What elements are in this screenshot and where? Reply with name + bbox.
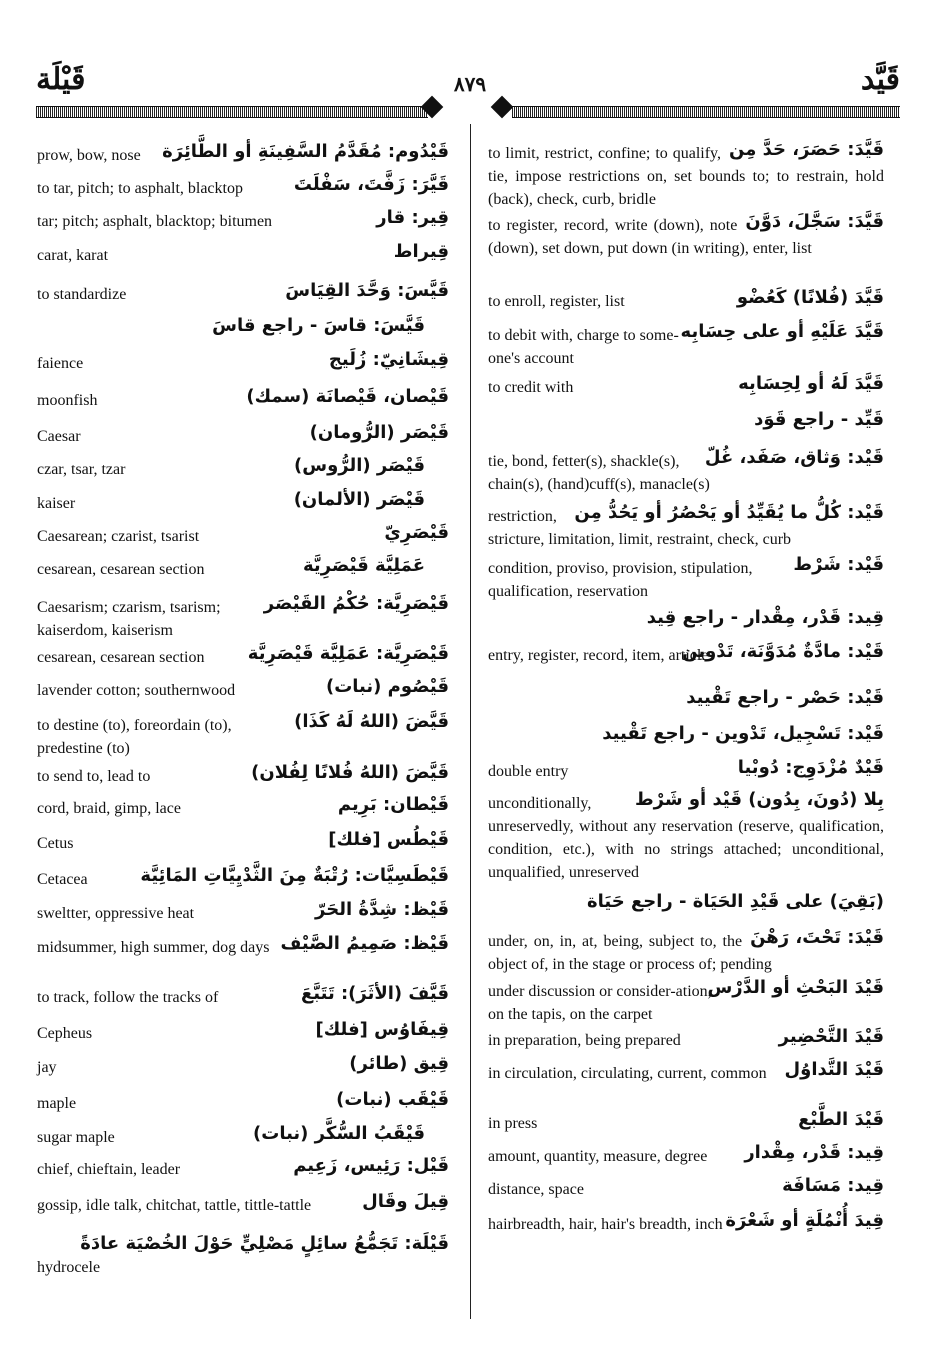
entry-arabic: قَيْد: وَثاق، صَفَد، غُلّ: [704, 447, 884, 468]
entry-english: midsummer, high summer, dog days: [37, 939, 270, 956]
guide-word-left: قَيْلَة: [36, 62, 86, 97]
entry: [488, 1142, 884, 1168]
entry: [37, 1191, 449, 1217]
entry-arabic: قَيْصُوم (نبات): [325, 676, 449, 697]
entry-arabic: قَيِّد - راجع قَوَد: [754, 409, 884, 430]
entry-arabic: قِيد: مَسَافَة: [782, 1175, 884, 1196]
entry-arabic: قِيلَ وقَال: [362, 1191, 449, 1212]
entry-english: lavender cotton; southernwood: [37, 682, 236, 699]
entry-english: unconditionally, unreservedly, without any reservation (reserve, qualification, condition, etc.), with no strings attached; unconditional, unqualified, unreserved: [488, 795, 884, 881]
entry-arabic: عَمَلِيَّة قَيْصَرِيَّة: [303, 555, 425, 576]
entry: [488, 324, 693, 370]
header-rule-left: [36, 106, 428, 118]
entry-arabic: قَيْصَرِيّ: [384, 522, 449, 543]
entry: [37, 386, 449, 412]
entry-arabic: قَيْد: شَرْط: [793, 554, 884, 575]
entry-arabic: قَيْدَ التَّداوُل: [784, 1059, 884, 1080]
entry-english: double entry: [488, 763, 569, 780]
entry: [37, 714, 277, 760]
entry-arabic: قَيْطَسِيَّات: رُتْبَةٌ مِنَ الثَّدْيِيَّاتِ المَائِيَّة: [140, 865, 449, 886]
entry-english: cord, braid, gimp, lace: [37, 800, 181, 817]
entry-arabic: قِيد: قَدْر، مِقْدار: [744, 1142, 884, 1163]
entry: [37, 1155, 449, 1181]
entry: [488, 1062, 768, 1085]
entry: [37, 141, 449, 167]
entry-english: in circulation, circulating, current, common: [488, 1065, 767, 1082]
entry: [37, 349, 449, 375]
entry-arabic: قَيْصَر (الرُّوس): [294, 455, 425, 476]
entry-arabic: قَيْدُوم: مُقَدَّمُ السَّفِينَةِ أو الطَّائِرَة: [162, 141, 449, 162]
entry: [37, 241, 449, 267]
entry-english: sweltter, oppressive heat: [37, 905, 195, 922]
entry-english: to credit with: [488, 379, 574, 396]
entry: [37, 522, 449, 548]
entry: [488, 450, 723, 496]
entry-english: in press: [488, 1115, 538, 1132]
entry-english: hairbreadth, hair, hair's breadth, inch: [488, 1216, 723, 1233]
entry: [488, 139, 884, 211]
entry-english: to tar, pitch; to asphalt, blacktop: [37, 180, 243, 197]
entry: [488, 554, 884, 603]
entry-english: tie, bond, fetter(s), shackle(s), chain(s), (hand)cuff(s), manacle(s): [488, 453, 710, 493]
entry-english: to enroll, register, list: [488, 293, 625, 310]
entry-english: czar, tsar, tzar: [37, 461, 126, 478]
entry: [37, 422, 449, 448]
entry: [37, 899, 449, 925]
entry-arabic: قَيْصَر (الرُّومان): [309, 422, 449, 443]
entry-english: jay: [37, 1059, 57, 1076]
entry-arabic: قَيَّدَ: سَجَّلَ، دَوَّنَ: [745, 211, 884, 232]
entry-english: cesarean, cesarean section: [37, 561, 205, 578]
entry-english: restriction, stricture, limitation, limit, restraint, check, curb: [488, 508, 792, 548]
entry: [488, 1175, 884, 1201]
entry: [37, 280, 449, 306]
entry-english: to destine (to), foreordain (to), predestine (to): [37, 717, 232, 757]
entry-arabic: قَيْصَر (الألمان): [293, 489, 425, 510]
page-number: ٨٧٩: [453, 72, 487, 96]
entry-arabic: قَيَّفَ (الأثَرَ): تَتَبَّعَ: [300, 983, 449, 1004]
entry-arabic: قِيق (طائر): [349, 1053, 449, 1074]
entry-arabic: قَيَّضَ (اللهُ لَهُ كَذَا): [294, 711, 449, 732]
entry-arabic: قَيَّرَ: زَفَّتَ، سَفْلَتَ: [293, 174, 449, 195]
entry-english: hydrocele: [37, 1259, 101, 1276]
entry-arabic: قِيفَاوُس [فلك]: [315, 1019, 449, 1040]
entry: [37, 1123, 449, 1149]
entry-arabic: قِير: قار: [376, 207, 449, 228]
entry-arabic: قَيْد: حَصْر - راجع تَقْييد: [686, 687, 884, 708]
entry-english: to send to, lead to: [37, 768, 151, 785]
entry: [37, 794, 449, 820]
entry-english: Cetus: [37, 835, 74, 852]
entry-arabic: قَيْدَ البَحْثِ أو الدَّرْس: [707, 977, 884, 998]
entry: [488, 373, 884, 399]
entry-arabic: (بَقِيَ) على قَيْدِ الحَيَاة - راجع حَيَاة: [587, 891, 884, 912]
entry-english: condition, proviso, provision, stipulation, qualification, reservation: [488, 560, 753, 600]
entry: [488, 980, 723, 1026]
entry: [37, 489, 449, 515]
entry: [488, 1026, 884, 1052]
entry: [37, 829, 449, 855]
entry-arabic: قَيَّدَ (فُلانًا) كَعُضْو: [736, 287, 884, 308]
entry-arabic: قَيْظ: صَمِيمُ الصَّيْف: [280, 933, 449, 954]
entry: [488, 1213, 763, 1236]
entry-english: distance, space: [488, 1181, 584, 1198]
entry-english: Caesar: [37, 428, 81, 445]
entry: [37, 596, 257, 642]
entry-english: under discussion or consider-ation, on the tapis, on the carpet: [488, 983, 712, 1023]
entry: [37, 762, 449, 788]
entry-english: prow, bow, nose: [37, 147, 141, 164]
entry-arabic: قَيْد: تَسْجِيل، تَدْوين - راجع تَقْييد: [602, 723, 884, 744]
entry-english: to standardize: [37, 286, 127, 303]
entry: [37, 676, 449, 702]
entry: [37, 555, 449, 581]
entry: [37, 455, 449, 481]
entry-arabic: قَيْدَ الطَّبْع: [798, 1109, 884, 1130]
entry-arabic: قِيشَانِيّ: زُلَيج: [328, 349, 449, 370]
entry: [488, 1109, 884, 1135]
entry-arabic: قَيْد: كُلُّ ما يُقَيِّدُ أو يَحْصُرُ أو يَحُدُّ مِن: [574, 502, 884, 523]
entry-english: to track, follow the tracks of: [37, 989, 219, 1006]
entry: [37, 643, 449, 669]
entry-arabic: قَيْصَرِيَّة: حُكْمُ القَيْصَر: [263, 593, 449, 614]
entry-arabic: قَيَّسَ: وَحَّدَ القِيَاسَ: [285, 280, 449, 301]
entry-arabic: قَيْقَب (نبات): [336, 1089, 449, 1110]
entry: [488, 502, 884, 551]
entry: [37, 1053, 449, 1079]
entry-arabic: قَيْلَة: تَجَمُّعُ سائِلٍ مَصْلِيٍّ حَوْلَ الخُصْيَة عادَةً: [80, 1233, 449, 1254]
entry-arabic: قَيْقَبُ السُّكَّر (نبات): [253, 1123, 425, 1144]
entry: [488, 789, 884, 884]
entry-english: kaiser: [37, 495, 76, 512]
entry-arabic: قَيْل: رَئِيس، زَعِيم: [293, 1155, 449, 1176]
entry-english: maple: [37, 1095, 77, 1112]
entry-arabic: قَيْدَ: تَحْتَ، رَهْنَ: [750, 927, 884, 948]
guide-word-right: قَيَّد: [860, 62, 900, 97]
entry-english: Cetacea: [37, 871, 88, 888]
entry-english: carat, karat: [37, 247, 109, 264]
entry-english: sugar maple: [37, 1129, 115, 1146]
entry-english: tar; pitch; asphalt, blacktop; bitumen: [37, 213, 273, 230]
entry-arabic: قَيَّضَ (اللهُ فُلانًا لِفُلان): [251, 762, 449, 783]
diamond-ornament-right: [491, 96, 514, 119]
column-divider: [470, 124, 471, 1319]
entry-arabic: قَيْظ: شِدَّةُ الحَرّ: [315, 899, 449, 920]
entry: [37, 1019, 449, 1045]
entry: [37, 936, 307, 959]
entry-arabic: قِيدَ أُنْمُلَةٍ أو شَعْرَة: [725, 1210, 884, 1231]
entry-arabic: قِيد: قَدْر، مِقْدار - راجع قِيد: [646, 607, 884, 628]
entry-arabic: قَيْصَرِيَّة: عَمَلِيَّة قَيْصَرِيَّة: [247, 643, 449, 664]
entry: [37, 174, 449, 200]
entry-english: Caesarism; czarism, tsarism; kaiserdom, kaiserism: [37, 599, 221, 639]
entry-english: Cepheus: [37, 1025, 93, 1042]
entry: [37, 207, 449, 233]
entry-english: to debit with, charge to some-one's account: [488, 327, 679, 367]
entry: [37, 1089, 449, 1115]
entry-english: to limit, restrict, confine; to qualify, tie, impose restrictions on, set bounds to; to restrain, hold (back), check, curb, bridle: [488, 145, 884, 208]
entry: [488, 211, 884, 260]
entry-english: moonfish: [37, 392, 98, 409]
header-rule-right: [512, 106, 900, 118]
entry-english: cesarean, cesarean section: [37, 649, 205, 666]
entry: [37, 1233, 449, 1279]
entry-arabic: قَيَّدَ: حَصَرَ، حَدَّ مِن: [729, 139, 884, 160]
entry-arabic: قَيْطان: بَرِيم: [337, 794, 449, 815]
entry-arabic: بِلا (دُونَ، بِدُون) قَيْد أو شَرْط: [634, 789, 884, 810]
entry: [37, 983, 449, 1009]
entry-english: under, on, in, at, being, subject to, the object of, in the stage or process of; pending: [488, 933, 772, 973]
entry-english: amount, quantity, measure, degree: [488, 1148, 708, 1165]
entry: [488, 927, 884, 976]
entry-arabic: قَيْطُس [فلك]: [328, 829, 449, 850]
entry-english: Caesarean; czarist, tsarist: [37, 528, 200, 545]
entry-english: entry, register, record, item, article: [488, 647, 709, 664]
entry-english: gossip, idle talk, chitchat, tattle, tittle-tattle: [37, 1197, 312, 1214]
entry: [488, 757, 884, 783]
entry-arabic: قَيَّسَ: قاسَ - راجع قاسَ: [212, 315, 425, 336]
entry-arabic: قَيَّدَ لَهُ أو لِحِسَابِه: [738, 373, 884, 394]
entry-arabic: قَيْدَ التَّحْضِير: [778, 1026, 884, 1047]
entry-arabic: قِيراط: [393, 241, 449, 262]
entry-arabic: قَيْد: مادَّةٌ مُدَوَّنَة، تَدْوين: [682, 641, 884, 662]
entry: [488, 287, 884, 313]
entry-english: in preparation, being prepared: [488, 1032, 681, 1049]
entry: [37, 865, 449, 891]
entry-english: to register, record, write (down), note (down), set down, put down (in writing), enter, list: [488, 217, 812, 257]
entry-arabic: قَيَّدَ عَلَيْهِ أو على حِسَابِه: [680, 321, 884, 342]
entry-english: faience: [37, 355, 84, 372]
entry-english: chief, chieftain, leader: [37, 1161, 181, 1178]
entry-arabic: قَيْدٌ مُزْدَوِج: دُوبْيا: [737, 757, 884, 778]
entry-arabic: قَيْصان، قَيْصانَة (سمك): [246, 386, 449, 407]
